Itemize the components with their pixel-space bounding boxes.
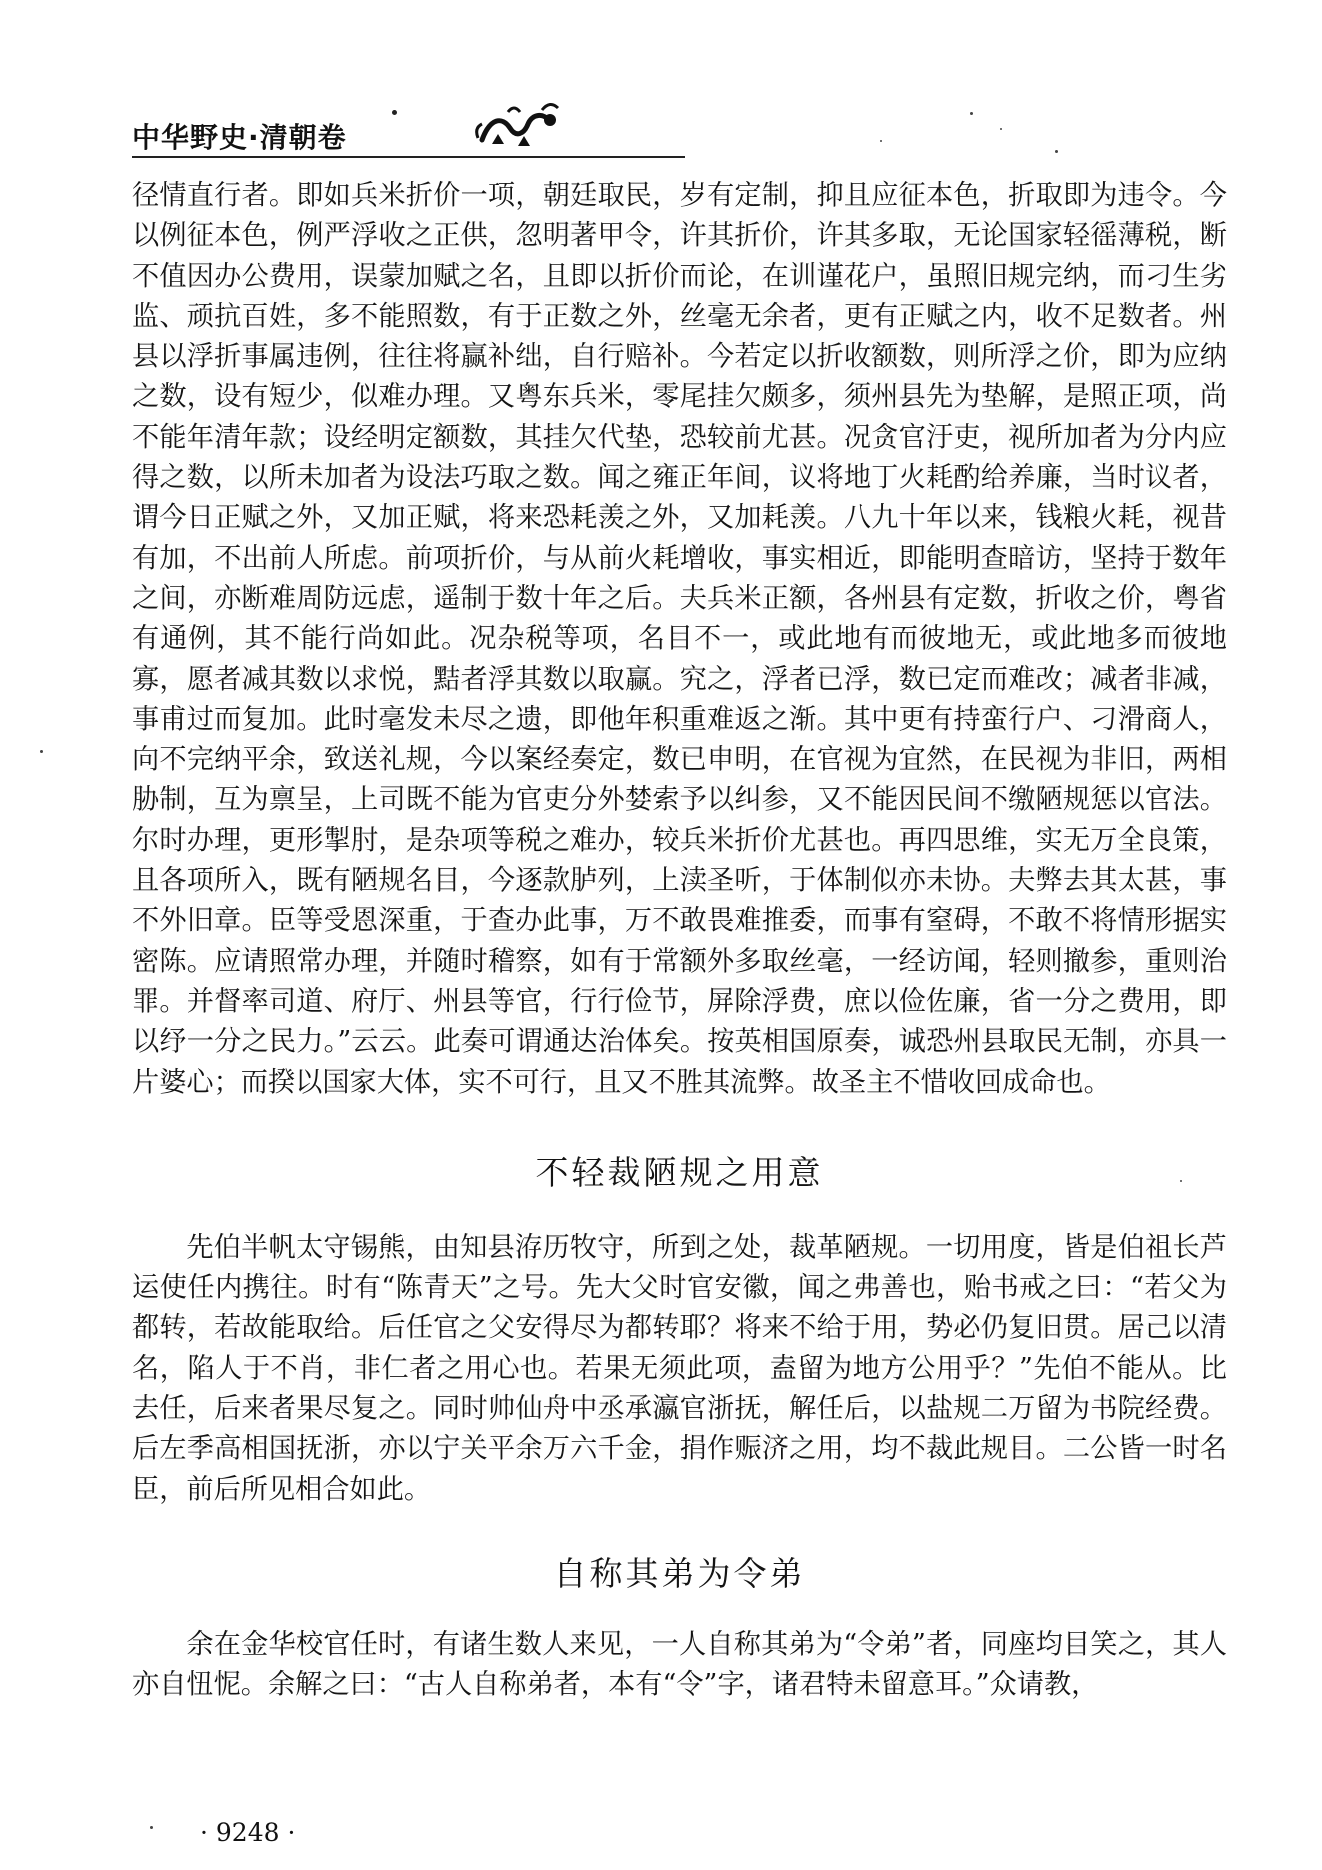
running-title: 中华野史·清朝卷 — [132, 121, 347, 154]
section-title: 自称其弟为令弟 — [553, 1553, 806, 1593]
dragon-emblem-icon — [472, 98, 562, 158]
page-header — [132, 98, 1222, 158]
page-number: · 9248 · — [200, 1818, 296, 1847]
header-rule — [132, 156, 685, 158]
body-paragraph: 径情直行者。即如兵米折价一项，朝廷取民，岁有定制，抑且应征本色，折取即为违令。今以例征本色，例严浮收之正供，忽明著甲令，许其折价，许其多取，无论国家轻徭薄税，断不值因办公费用，误蒙加赋之名，且即以折价而论，在训谨花户，虽照旧规完纳，而刁生劣监、顽抗百姓，多不能照数，有于正数之外，丝毫无余者，更有正赋之内，收不足数者。州县以浮折事属违例，往往将赢补绌，自行赔补。今若定以折收额数，则所浮之价，即为应纳之数，设有短少，似难办理。又粤东兵米，零尾挂欠颇多，须州县先为垫解，是照正项，尚不能年清年款；设经明定额数，其挂欠代垫，恐较前尤甚。况贪官汙吏，视所加者为分内应得之数，以所未加者为设法巧取之数。闻之雍正年间，议将地丁火耗酌给养廉，当时议者，谓今日正赋之外，又加正赋，将来恐耗羡之外，又加耗羡。八九十年以来，钱粮火耗，视昔有加，不出前人所虑。前项折价，与从前火耗增收，事实相近，即能明查暗访，坚持于数年之间，亦断难周防远虑，遥制于数十年之后。夫兵米正额，各州县有定数，折收之价，粤省有通例，其不能行尚如此。况杂税等项，名目不一，或此地有而彼地无，或此地多而彼地寡，愿者减其数以求悦，黠者浮其数以取赢。究之，浮者已浮，数已定而难改；减者非减，事甫过而复加。此时毫发未尽之遗，即他年积重难返之渐。其中更有持蛮行户、刁滑商人，向不完纳平余，致送礼规，今以案经奏定，数已申明，在官视为宜然，在民视为非旧，两相胁制，互为禀呈，上司既不能为官吏分外婪索予以纠参，又不能因民间不缴陋规惩以官法。尔时办理，更形掣肘，是杂项等税之难办，较兵米折价尤甚也。再四思维，实无万全良策，且各项所入，既有陋规名目，今逐款胪列，上渎圣听，于体制似亦未协。夫弊去其太甚，事不外旧章。臣等受恩深重，于查办此事，万不敢畏难推委，而事有窒碍，不敢不将情形据实密陈。应请照常办理，并随时稽察，如有于常额外多取丝毫，一经访闻，轻则撤参，重则治罪。并督率司道、府厅、州县等官，行行俭节，屏除浮费，庶以俭佐廉，省一分之费用，即以纾一分之民力。”云云。此奏可谓通达治体矣。按英相国原奏，诚恐州县取民无制，亦具一片婆心；而揆以国家大体，实不可行，且又不胜其流弊。故圣主不惜收回成命也。 — [132, 180, 1227, 1098]
header-dot — [392, 110, 397, 115]
page-body — [132, 176, 1227, 1706]
section-paragraph: 先伯半帆太守锡熊，由知县洊历牧守，所到之处，裁革陋规。一切用度，皆是伯祖长芦运使任内携往。时有“陈青天”之号。先大父时官安徽，闻之弗善也，贻书戒之曰：“若父为都转，若故能取给。后任官之父安得尽为都转耶？将来不给于用，势必仍复旧贯。居己以清名，陷人于不肖，非仁者之用心也。若果无须此项，盍留为地方公用乎？”先伯不能从。比去任，后来者果尽复之。同时帅仙舟中丞承瀛官浙抚，解任后，以盐规二万留为书院经费。后左季高相国抚浙，亦以宁关平余万六千金，捐作赈济之用，均不裁此规目。二公皆一时名臣，前后所见相合如此。 — [132, 1231, 1227, 1505]
section-title: 不轻裁陋规之用意 — [535, 1152, 824, 1192]
section-paragraph: 余在金华校官任时，有诸生数人来见，一人自称其弟为“令弟”者，同座均目笑之，其人亦自忸怩。余解之曰：“古人自称弟者，本有“令”字，诸君特未留意耳。”众请教， — [132, 1628, 1227, 1701]
